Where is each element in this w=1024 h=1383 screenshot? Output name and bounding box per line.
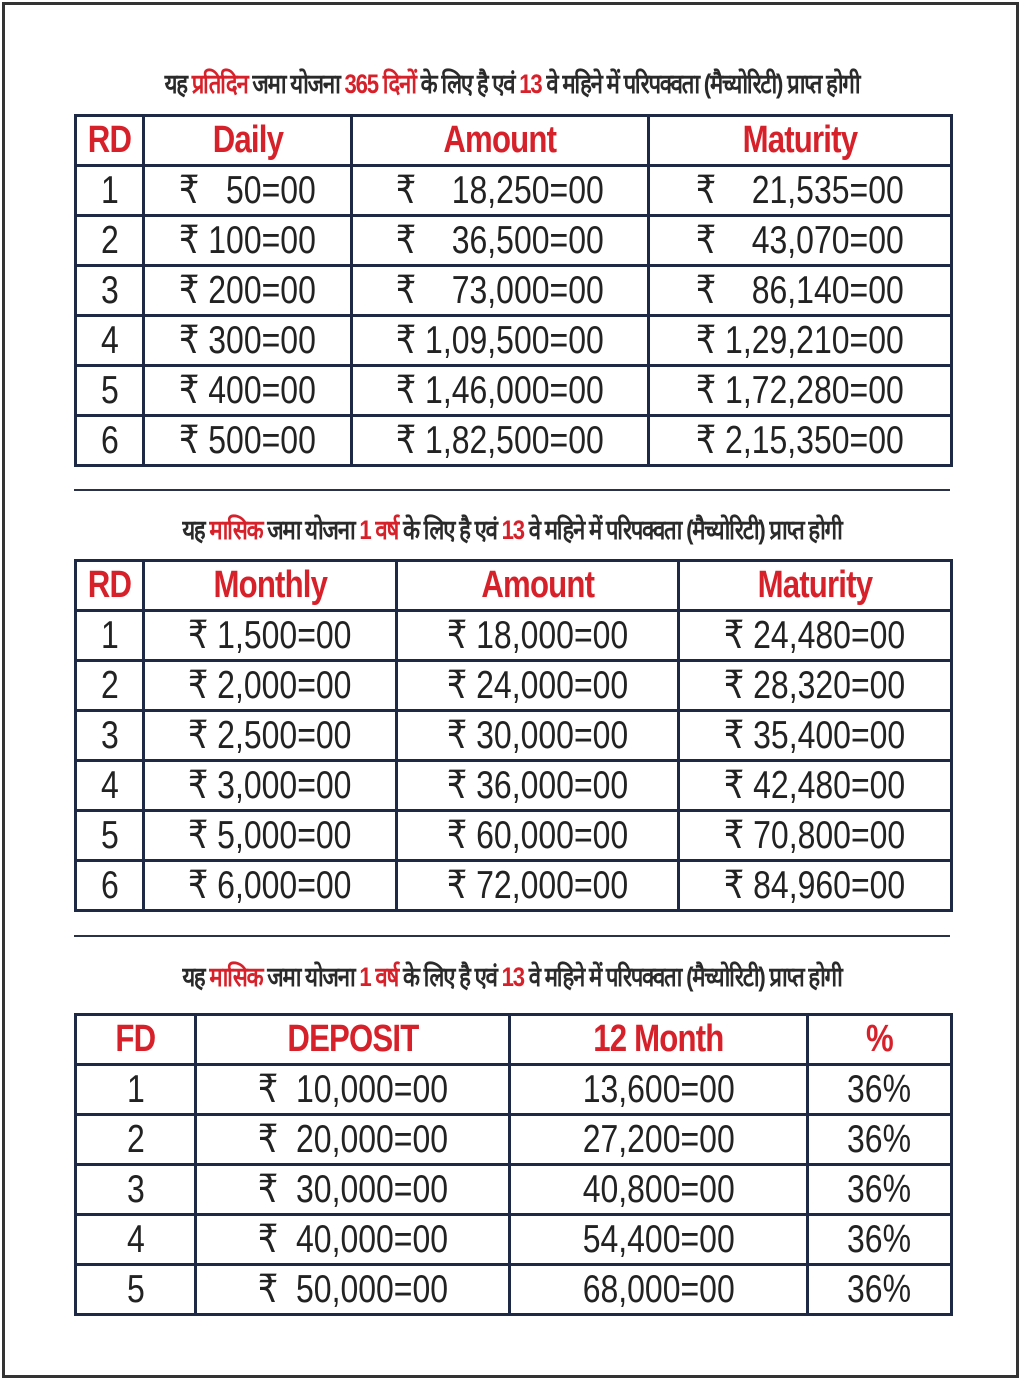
heading-text: के लिए है एवं xyxy=(415,69,520,99)
daily-rd-table xyxy=(74,114,953,467)
cell-monthly: ₹ 6,000=00 xyxy=(144,861,397,911)
cell-rd: 5 xyxy=(76,366,144,416)
cell-deposit: ₹ 50,000=00 xyxy=(196,1265,510,1315)
heading-text: के लिए है एवं xyxy=(398,515,502,545)
cell-fd: 4 xyxy=(76,1215,196,1265)
heading-text: जमा योजना xyxy=(262,515,360,545)
cell-maturity: ₹ 2,15,350=00 xyxy=(649,416,952,466)
cell-daily: ₹ 100=00 xyxy=(144,216,352,266)
table-header-row xyxy=(76,116,952,166)
header-monthly: Monthly xyxy=(144,561,397,611)
cell-rd: 2 xyxy=(76,661,144,711)
table-row xyxy=(76,1215,952,1265)
heading-highlight-year: 1 वर्ष xyxy=(359,515,399,545)
cell-maturity: ₹ 35,400=00 xyxy=(679,711,952,761)
cell-rd: 1 xyxy=(76,611,144,661)
cell-rd: 6 xyxy=(76,416,144,466)
table-row xyxy=(76,266,952,316)
cell-amount: ₹ 1,09,500=00 xyxy=(352,316,649,366)
header-amount: Amount xyxy=(352,116,649,166)
cell-rd: 6 xyxy=(76,861,144,911)
cell-12-month: 54,400=00 xyxy=(510,1215,808,1265)
cell-percent: 36% xyxy=(808,1215,952,1265)
cell-maturity: ₹ 70,800=00 xyxy=(679,811,952,861)
heading-highlight-month: 13 xyxy=(501,962,524,992)
cell-deposit: ₹ 10,000=00 xyxy=(196,1065,510,1115)
cell-rd: 3 xyxy=(76,711,144,761)
cell-12-month: 68,000=00 xyxy=(510,1265,808,1315)
cell-fd: 5 xyxy=(76,1265,196,1315)
header-daily: Daily xyxy=(144,116,352,166)
table-row xyxy=(76,166,952,216)
heading-highlight-month: 13 xyxy=(519,69,542,99)
cell-maturity: ₹ 42,480=00 xyxy=(679,761,952,811)
table-row xyxy=(76,861,952,911)
cell-amount: ₹ 36,000=00 xyxy=(397,761,679,811)
heading-highlight-days: 365 दिनों xyxy=(344,69,416,99)
table-row xyxy=(76,1115,952,1165)
cell-daily: ₹ 200=00 xyxy=(144,266,352,316)
cell-rd: 2 xyxy=(76,216,144,266)
cell-daily: ₹ 300=00 xyxy=(144,316,352,366)
header-rd: RD xyxy=(76,561,144,611)
heading-highlight-monthly: मासिक xyxy=(209,515,263,545)
cell-maturity: ₹ 24,480=00 xyxy=(679,611,952,661)
cell-amount: ₹ 60,000=00 xyxy=(397,811,679,861)
daily-scheme-heading xyxy=(92,64,932,101)
cell-amount: ₹ 73,000=00 xyxy=(352,266,649,316)
cell-monthly: ₹ 1,500=00 xyxy=(144,611,397,661)
heading-highlight-daily: प्रतिदिन xyxy=(191,69,248,99)
monthly-scheme-heading xyxy=(92,510,932,547)
cell-deposit: ₹ 30,000=00 xyxy=(196,1165,510,1215)
heading-text: वे महिने में परिपक्वता (मैच्योरिटी) प्राप्त होगी xyxy=(523,515,842,545)
cell-rd: 4 xyxy=(76,761,144,811)
cell-deposit: ₹ 20,000=00 xyxy=(196,1115,510,1165)
cell-rd: 3 xyxy=(76,266,144,316)
cell-amount: ₹ 1,46,000=00 xyxy=(352,366,649,416)
cell-deposit: ₹ 40,000=00 xyxy=(196,1215,510,1265)
table-row xyxy=(76,366,952,416)
cell-fd: 3 xyxy=(76,1165,196,1215)
heading-highlight-monthly: मासिक xyxy=(209,962,263,992)
cell-fd: 2 xyxy=(76,1115,196,1165)
cell-monthly: ₹ 5,000=00 xyxy=(144,811,397,861)
header-percent: % xyxy=(808,1015,952,1065)
cell-rd: 4 xyxy=(76,316,144,366)
cell-percent: 36% xyxy=(808,1115,952,1165)
cell-amount: ₹ 18,250=00 xyxy=(352,166,649,216)
header-12-month: 12 Month xyxy=(510,1015,808,1065)
table-row xyxy=(76,711,952,761)
cell-percent: 36% xyxy=(808,1265,952,1315)
cell-maturity: ₹ 21,535=00 xyxy=(649,166,952,216)
heading-text: यह xyxy=(182,515,210,545)
heading-text: यह xyxy=(182,962,210,992)
cell-daily: ₹ 400=00 xyxy=(144,366,352,416)
cell-amount: ₹ 36,500=00 xyxy=(352,216,649,266)
header-fd: FD xyxy=(76,1015,196,1065)
heading-highlight-month: 13 xyxy=(501,515,524,545)
table-row xyxy=(76,1265,952,1315)
header-deposit: DEPOSIT xyxy=(196,1015,510,1065)
cell-maturity: ₹ 1,72,280=00 xyxy=(649,366,952,416)
cell-rd: 1 xyxy=(76,166,144,216)
cell-maturity: ₹ 43,070=00 xyxy=(649,216,952,266)
cell-maturity: ₹ 28,320=00 xyxy=(679,661,952,711)
cell-maturity: ₹ 84,960=00 xyxy=(679,861,952,911)
fd-scheme-heading xyxy=(92,957,932,994)
heading-text: यह xyxy=(164,69,192,99)
cell-12-month: 27,200=00 xyxy=(510,1115,808,1165)
cell-percent: 36% xyxy=(808,1065,952,1115)
header-amount: Amount xyxy=(397,561,679,611)
cell-fd: 1 xyxy=(76,1065,196,1115)
heading-text: जमा योजना xyxy=(247,69,345,99)
header-rd: RD xyxy=(76,116,144,166)
cell-amount: ₹ 30,000=00 xyxy=(397,711,679,761)
heading-highlight-year: 1 वर्ष xyxy=(359,962,399,992)
cell-daily: ₹ 500=00 xyxy=(144,416,352,466)
table-row xyxy=(76,761,952,811)
fd-table xyxy=(74,1013,953,1316)
table-row xyxy=(76,611,952,661)
section-divider xyxy=(74,489,950,491)
cell-rd: 5 xyxy=(76,811,144,861)
cell-daily: ₹ 50=00 xyxy=(144,166,352,216)
header-maturity: Maturity xyxy=(649,116,952,166)
table-row xyxy=(76,316,952,366)
cell-percent: 36% xyxy=(808,1165,952,1215)
cell-amount: ₹ 1,82,500=00 xyxy=(352,416,649,466)
monthly-rd-table xyxy=(74,559,953,912)
table-row xyxy=(76,811,952,861)
table-header-row xyxy=(76,1015,952,1065)
cell-amount: ₹ 24,000=00 xyxy=(397,661,679,711)
table-row xyxy=(76,416,952,466)
table-header-row xyxy=(76,561,952,611)
table-row xyxy=(76,1065,952,1115)
header-maturity: Maturity xyxy=(679,561,952,611)
cell-monthly: ₹ 2,500=00 xyxy=(144,711,397,761)
cell-12-month: 13,600=00 xyxy=(510,1065,808,1115)
cell-12-month: 40,800=00 xyxy=(510,1165,808,1215)
heading-text: के लिए है एवं xyxy=(398,962,502,992)
table-row xyxy=(76,216,952,266)
cell-amount: ₹ 18,000=00 xyxy=(397,611,679,661)
heading-text: वे महिने में परिपक्वता (मैच्योरिटी) प्राप्त होगी xyxy=(541,69,860,99)
cell-maturity: ₹ 1,29,210=00 xyxy=(649,316,952,366)
section-divider xyxy=(74,935,950,937)
table-row xyxy=(76,661,952,711)
cell-amount: ₹ 72,000=00 xyxy=(397,861,679,911)
cell-maturity: ₹ 86,140=00 xyxy=(649,266,952,316)
heading-text: वे महिने में परिपक्वता (मैच्योरिटी) प्राप्त होगी xyxy=(523,962,842,992)
table-row xyxy=(76,1165,952,1215)
cell-monthly: ₹ 2,000=00 xyxy=(144,661,397,711)
heading-text: जमा योजना xyxy=(262,962,360,992)
cell-monthly: ₹ 3,000=00 xyxy=(144,761,397,811)
